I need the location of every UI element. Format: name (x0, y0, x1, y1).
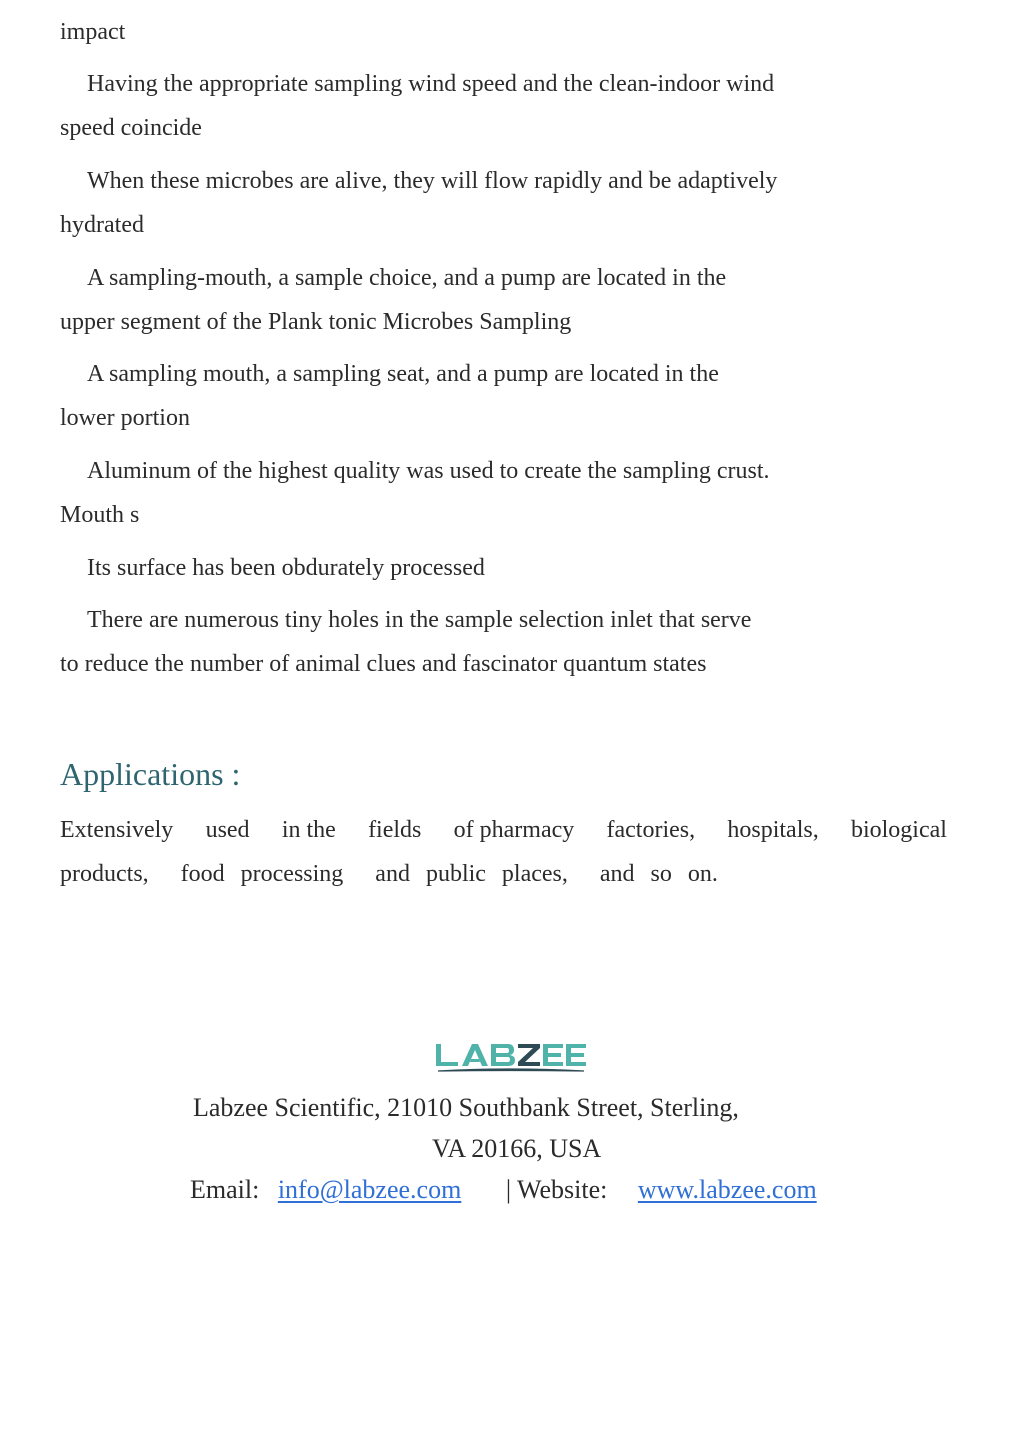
body-line: Its surface has been obdurately processed (87, 555, 485, 581)
email-label: Email: (190, 1175, 260, 1204)
body-line: A sampling mouth, a sampling seat, and a pump are located in the (87, 361, 719, 387)
applications-word: fields (368, 817, 422, 843)
body-line: Aluminum of the highest quality was used to create the sampling crust. (87, 458, 770, 484)
applications-text-line-1 (60, 816, 947, 844)
body-line: A sampling-mouth, a sample choice, and a pump are located in the (87, 265, 727, 291)
email-link[interactable]: info@labzee.com (277, 1175, 462, 1204)
body-line: upper segment of the Plank tonic Microbes Sampling (60, 309, 572, 335)
body-line: Having the appropriate sampling wind speed and the clean-indoor wind (87, 71, 775, 97)
applications-word: hospitals, (727, 817, 819, 843)
website-label: | Website: (505, 1175, 608, 1204)
body-line: to reduce the number of animal clues and fascinator quantum states (60, 651, 707, 677)
applications-text-line-2: products, food processing and public places, and so on. (60, 861, 718, 887)
contact-line (190, 1175, 847, 1205)
applications-word: factories, (606, 817, 696, 843)
website-link[interactable]: www.labzee.com (637, 1175, 817, 1204)
body-line: hydrated (60, 212, 144, 238)
labzee-logo (434, 1040, 588, 1074)
applications-heading: Applications : (60, 756, 241, 792)
address-line-2: VA 20166, USA (432, 1134, 602, 1163)
address-line-1: Labzee Scientific, 21010 Southbank Street, Sterling, (193, 1093, 739, 1122)
applications-word: in the (281, 817, 336, 843)
body-line: lower portion (60, 405, 190, 431)
body-line: Mouth s (60, 502, 140, 528)
applications-word: used (205, 817, 250, 843)
body-line: There are numerous tiny holes in the sample selection inlet that serve (87, 607, 752, 633)
applications-word: biological (850, 817, 947, 843)
applications-word: of pharmacy (453, 817, 575, 843)
body-line: impact (60, 19, 126, 45)
applications-word: Extensively (60, 817, 174, 843)
body-line: speed coincide (60, 115, 202, 141)
body-line: When these microbes are alive, they will flow rapidly and be adaptively (87, 168, 778, 194)
